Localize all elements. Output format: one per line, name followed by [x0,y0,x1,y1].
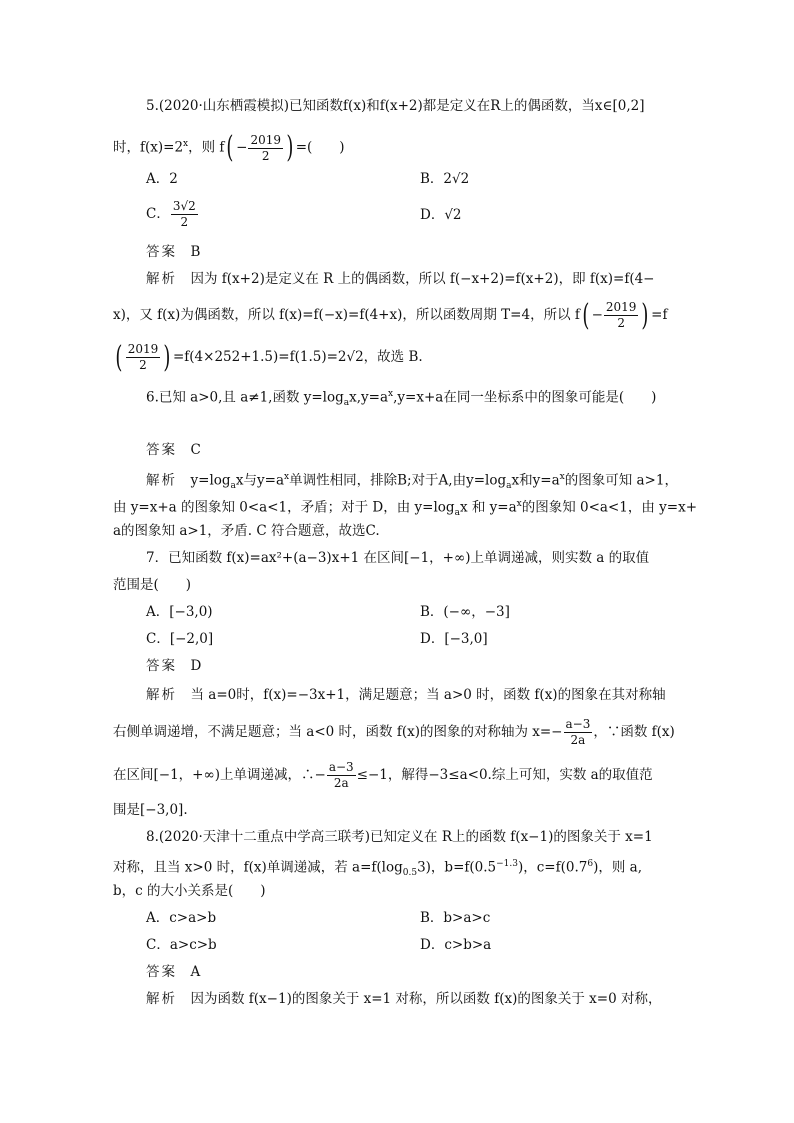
q8-option-a: A．c>a>b [146,910,217,926]
q7-stem-line1: 7．已知函数 f(x)=ax²+(a−3)x+1 在区间[−1，+∞)上单调递减，则实数 a 的取值 [146,550,650,566]
q5-stem-line2: 时，$f(x)=2^x$，则 f( − $\frac{2019}{2}$ ) =( ) [113,130,345,165]
q6-explanation-line2: 由 y=x+a 的图象知 0<a<1，矛盾；对于 D，由 $y=\log_ax$ 和 $y=a^x$的图象知 0<a<1，由 y=x+ [113,499,698,519]
q6-answer: 答案 C [146,442,201,458]
q5-explanation-line2: x)，又 f(x)为偶函数，所以 f(x)=f(−x)=f(4+x)，所以函数周期 T=4，所以 f( − $\frac{2019}{2}$ ) =f [113,297,668,333]
q7-option-b: B．(−∞，−3] [420,604,510,620]
q5-stem-line1: 5.(2020·山东栖霞模拟)已知函数f(x)和f(x+2)都是定义在R上的偶函数，当x∈[0,2] [146,98,645,114]
q5-option-c: C． $\frac{3√2}{2}$ [146,199,196,229]
q8-explanation-line1: 解析 因为函数 f(x−1)的图象关于 x=1 对称，所以函数 f(x)的图象关于 x=0 对称， [146,991,662,1007]
q5-fraction: $\frac{2019}{2}$ [250,132,281,163]
q7-option-c: C．[−2,0] [146,631,214,647]
q7-explanation-line2: 右侧单调递增，不满足题意；当 a<0 时，函数 f(x)的图象的对称轴为 x=− $\frac{a-3}{2a}$ ，∵函数 f(x) [113,717,675,747]
q8-option-b: B．b>a>c [420,910,491,926]
q7-option-a: A．[−3,0) [146,604,213,620]
q6-explanation-line1: 解析 $y=\log_ax$与$y=a^x$单调性相同，排除B;对于A,由$y=\log_ax$和$y=a^x$的图象可知 a>1， [146,472,678,492]
q5-explanation-line1: 解析 因为 f(x+2)是定义在 R 上的偶函数，所以 f(−x+2)=f(x+2)，即 f(x)=f(4− [146,271,655,287]
q5-option-d: D．√2 [420,207,462,223]
q8-option-d: D．c>b>a [420,937,492,953]
q5-option-a: A．2 [146,171,178,187]
q5-explanation-line3: ( $\frac{2019}{2}$ ) =f(4×252+1.5)=f(1.5)=2√2，故选 B. [115,339,423,375]
q8-option-c: C．a>c>b [146,937,217,953]
q5-answer: 答案 B [146,244,201,260]
q7-option-d: D．[−3,0] [420,631,488,647]
q7-explanation-line3: 在区间[−1，+∞)上单调递减，∴− $\frac{a-3}{2a}$ ≤−1，解得−3≤a<0.综上可知，实数 a的取值范 [113,760,653,790]
q6-stem: 6.已知 a>0,且 a≠1,函数 $y=\log_ax,y=a^x,y=x+a$在同一坐标系中的图象可能是( ) [146,389,657,409]
q8-stem-line3: b，c 的大小关系是( ) [113,883,266,899]
q7-stem-line2: 范围是( ) [113,577,192,593]
q8-answer: 答案 A [146,964,201,980]
q7-explanation-line4: 围是[−3,0]. [113,802,188,818]
q7-explanation-line1: 解析 当 a=0时，f(x)=−3x+1，满足题意；当 a>0 时，函数 f(x)的图象在其对称轴 [146,687,666,703]
q8-stem-line2: 对称，且当 x>0 时，f(x)单调递减，若 $a=f(\log_{0.5}3)$，$b=f(0.5^{-1.3})$，$c=f(0.7^6)$，则 a, [113,859,642,879]
q8-stem-line1: 8.(2020·天津十二重点中学高三联考)已知定义在 R上的函数 f(x−1)的图象关于 x=1 [146,829,653,845]
q5-option-b: B．2√2 [420,171,470,187]
q7-answer: 答案 D [146,658,202,674]
q6-explanation-line3: a的图象知 a>1，矛盾. C 符合题意，故选C. [113,523,380,539]
